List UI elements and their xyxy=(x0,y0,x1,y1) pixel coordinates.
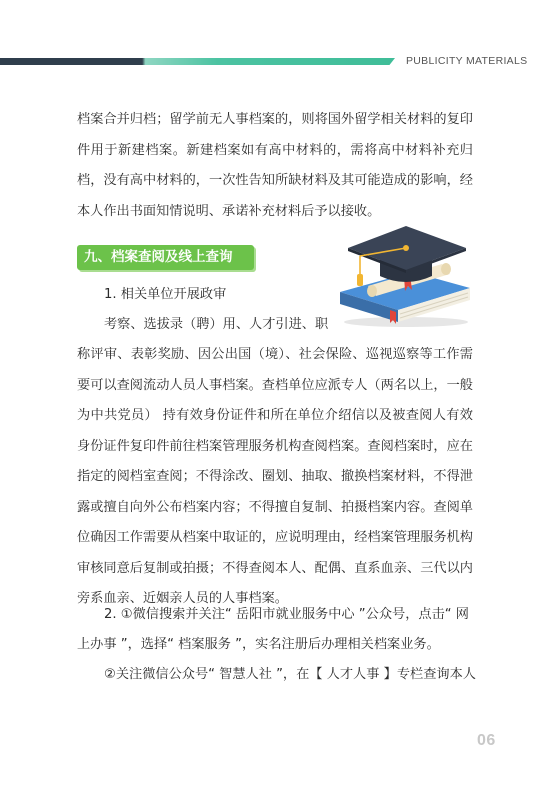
item-2-line-1: 2. ①微信搜索并关注“ 岳阳市就业服务中心 ”公众号，点击“ 网 xyxy=(104,607,469,622)
graduation-cap-books-icon xyxy=(334,218,474,330)
section-heading xyxy=(77,245,254,270)
item-1-title: 1. 相关单位开展政审 xyxy=(104,287,227,302)
paragraph-review-first-line: 考察、选拔录（聘）用、人才引进、职 xyxy=(104,317,329,332)
paragraph-review-body: 称评审、表彰奖励、因公出国（境）、社会保险、巡视巡察等工作需要可以查阅流动人员人事档案。查档单位应派专人（两名以上，一般为中共党员） 持有效身份证件和所在单位介绍信以及被查阅人有效身份证件复印件前往档案管理服务机构查阅档案。查阅档案时，应在指定的阅档室查阅；不得涂改、圈划、抽取、撤换档案材料，不得泄露或擅自向外公布档案内容；不得擅自复制、拍摄档案内容。查阅单位确因工作需要从档案中取证的，应说明理由，经档案管理服务机构审核同意后复制或拍摄；不得查阅本人、配偶、直系血亲、三代以内旁系血亲、近姻亲人员的人事档案。 xyxy=(77,347,473,606)
header-label: PUBLICITY MATERIALS xyxy=(406,55,528,67)
paragraph-archive-merge: 档案合并归档；留学前无人事档案的，则将国外留学相关材料的复印件用于新建档案。新建档案如有高中材料的，需将高中材料补充归档，没有高中材料的，一次性告知所缺材料及其可能造成的影响，经本人作出书面知情说明、承诺补充材料后予以接收。 xyxy=(77,112,473,219)
section-heading-text: 九、档案查阅及线上查询 xyxy=(84,249,233,265)
header-bar xyxy=(0,58,395,65)
item-2-smart-hr: ②关注微信公众号“ 智慧人社 ”，在【 人才人事 】专栏查询本人 xyxy=(104,667,476,682)
item-2-line-2: 上办事 ”，选择“ 档案服务 ”，实名注册后办理相关档案业务。 xyxy=(77,637,440,652)
page-number: 06 xyxy=(477,732,496,749)
